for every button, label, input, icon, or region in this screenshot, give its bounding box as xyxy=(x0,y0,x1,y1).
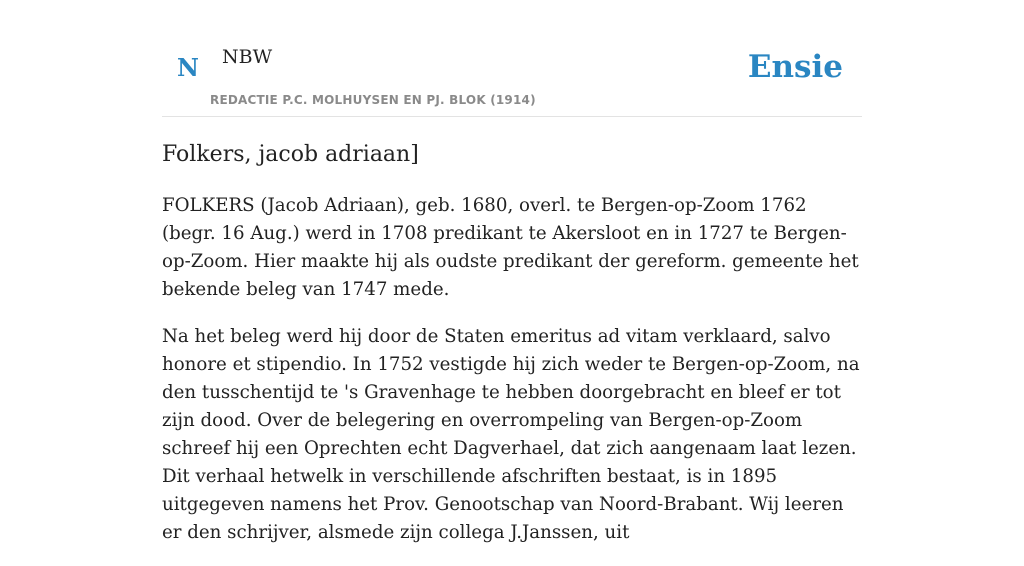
article-body xyxy=(162,192,862,566)
source-header xyxy=(162,0,862,117)
source-logo-icon[interactable]: N xyxy=(177,53,199,82)
article-paragraph: FOLKERS (Jacob Adriaan), geb. 1680, overl. te Bergen-op-Zoom 1762 (begr. 16 Aug.) werd in 1708 predikant te Akersloot en in 1727 te Bergen-op-Zoom. Hier maakte hij als oudste predikant der gereform. gemeente het bekende beleg van 1747 mede. xyxy=(162,195,859,300)
brand-logo[interactable]: Ensie xyxy=(747,49,843,85)
article-title: Folkers, jacob adriaan] xyxy=(162,142,419,167)
article-paragraph: Na het beleg werd hij door de Staten emeritus ad vitam verklaard, salvo honore et stipendio. In 1752 vestigde hij zich weder te Bergen-op-Zoom, na den tusschentijd te 's Gravenhage te hebben doorgebracht en bleef er tot zijn dood. Over de belegering en overrompeling van Bergen-op-Zoom schreef hij een Oprechten echt Dagverhael, dat zich aangenaam laat lezen. Dit verhaal hetwelk in verschillende afschriften bestaat, is in 1895 uitgegeven namens het Prov. Genootschap van Noord-Brabant. Wij leeren er den schrijver, alsmede zijn collega J.Janssen, uit xyxy=(162,326,860,543)
source-name[interactable]: NBW xyxy=(222,46,273,68)
source-subtitle: REDACTIE P.C. MOLHUYSEN EN PJ. BLOK (1914) xyxy=(210,93,536,107)
